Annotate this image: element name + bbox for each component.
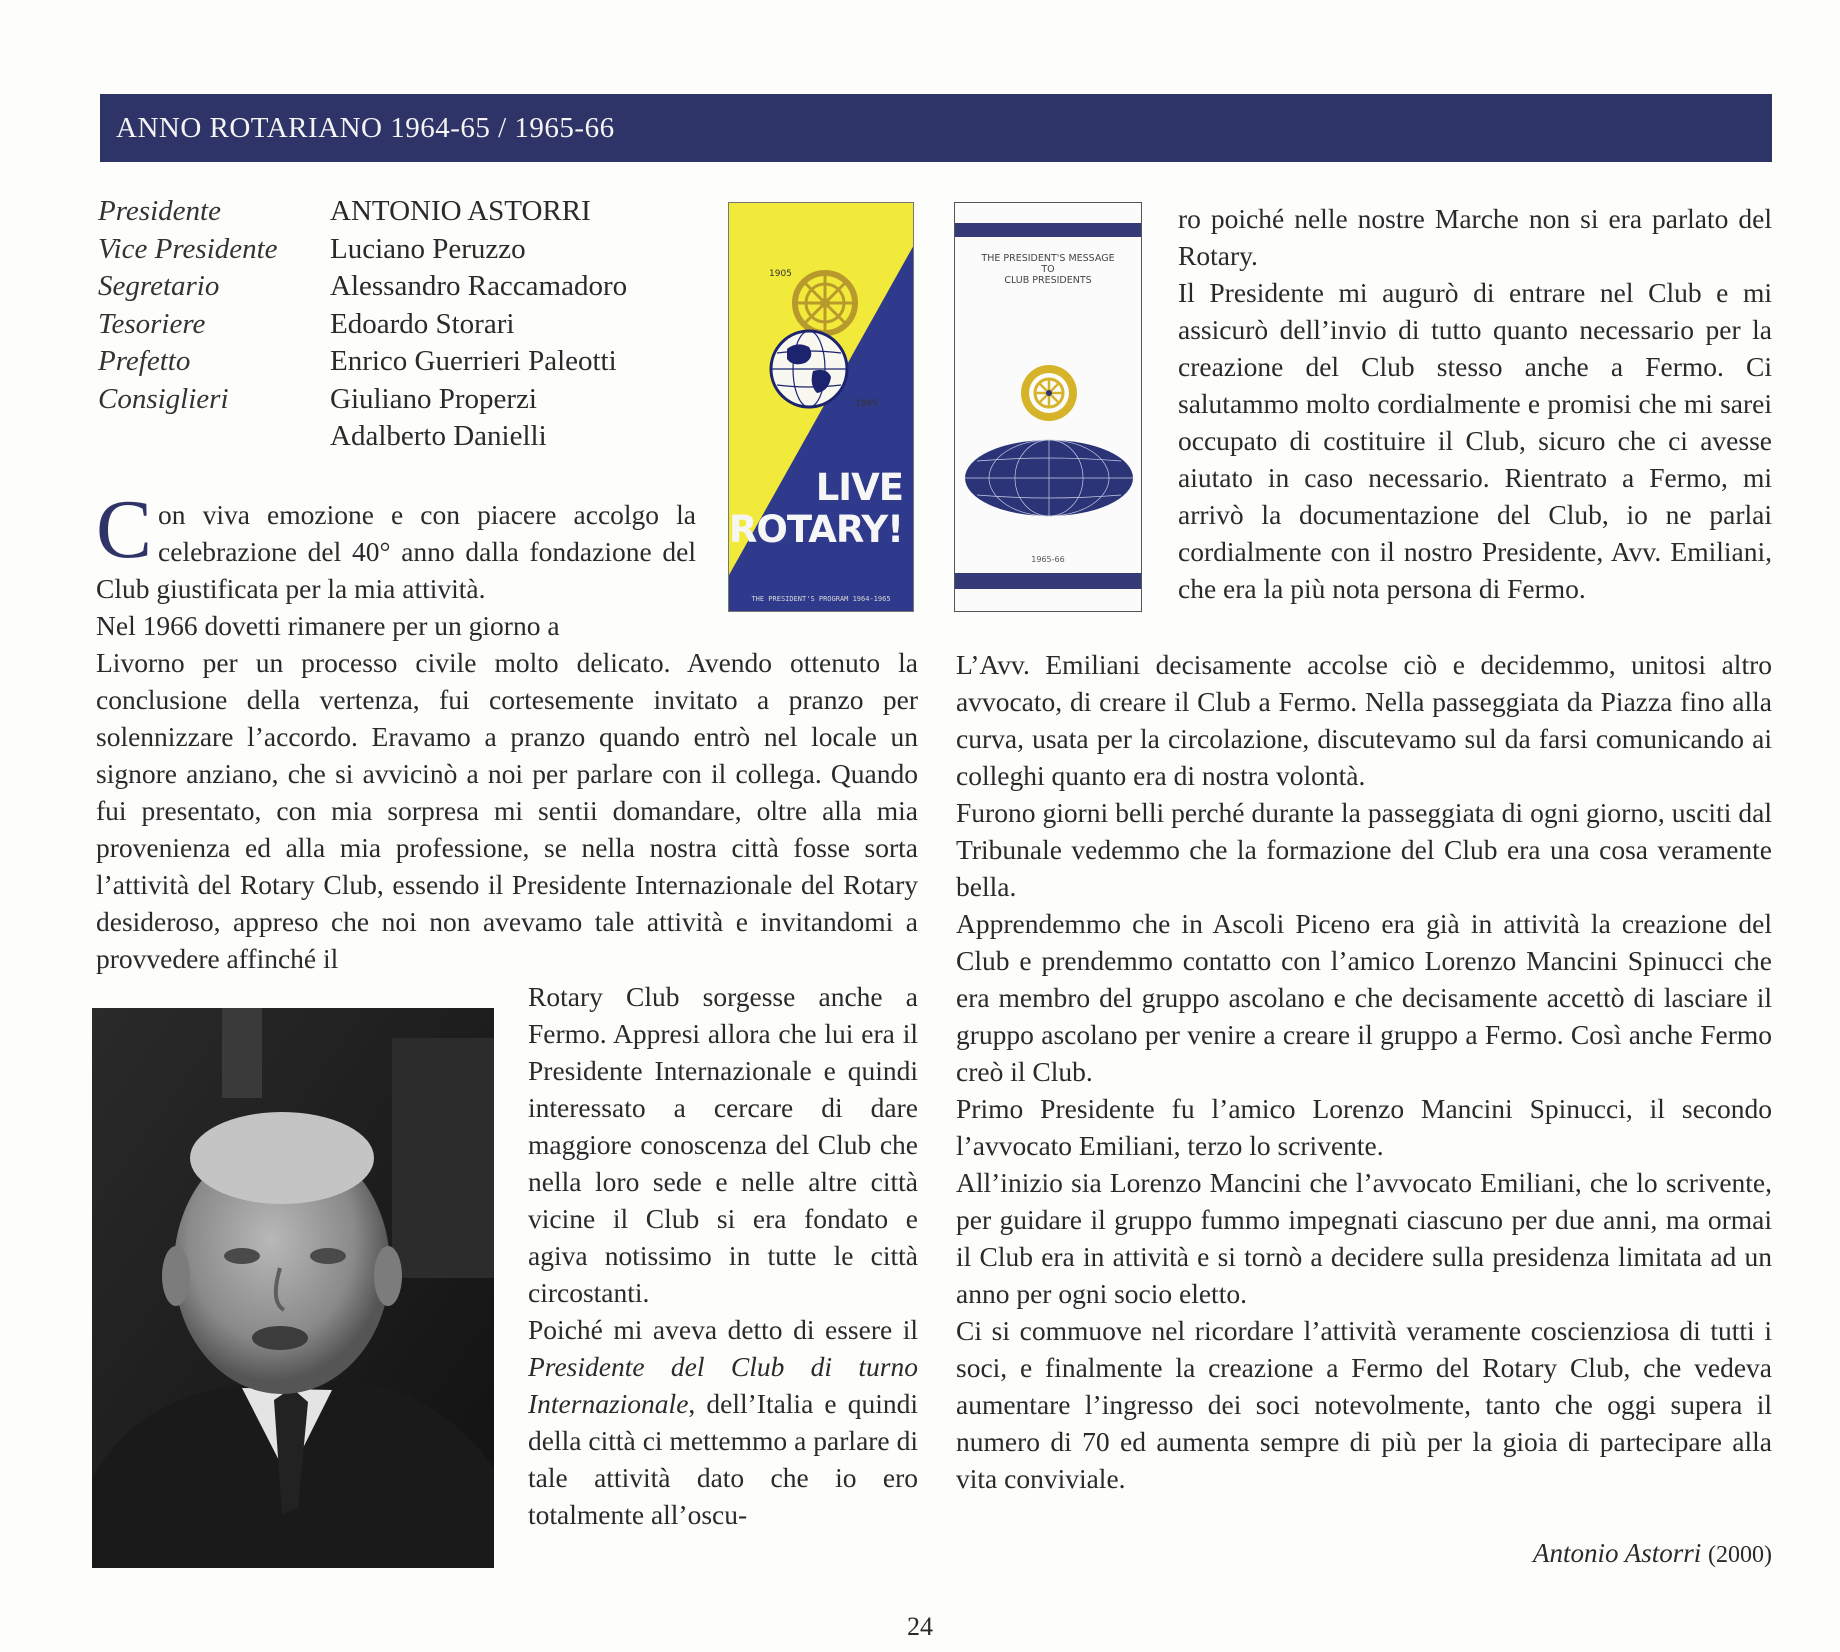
officer-row (98, 418, 627, 456)
message-cover-art (955, 203, 1143, 613)
section-title: ANNO ROTARIANO 1964-65 / 1965-66 (116, 111, 615, 144)
world-map-icon (965, 440, 1133, 516)
officer-row (98, 193, 627, 231)
article-column-2-top (1178, 200, 1772, 607)
article-column-1-wide (96, 644, 918, 977)
paragraph: Ci si commuove nel ricordare l’attività veramente coscienziosa di tutti i soci, e finalmente la creazione a Fermo del Rotary Club, che vedeva aumentare l’ingresso dei soci notevolmente, tanto che oggi supera il numero di 70 ed aumenta sempre di più per la gioia di partecipare alla vita conviviale. (956, 1315, 1772, 1494)
slogan-line-1: LIVE (815, 466, 903, 509)
officer-row (98, 268, 627, 306)
booklet-footer: THE PRESIDENT'S PROGRAM 1964-1965 (751, 595, 891, 603)
officer-name: Edoardo Storari (330, 307, 515, 340)
officer-role: Segretario (98, 270, 220, 302)
rotary-emblem-icon (1021, 365, 1077, 421)
booklet-year-left: 1905 (769, 269, 792, 279)
paragraph-start: Nel 1966 dovetti rimanere per un giorno a (96, 610, 560, 641)
officers-list (98, 193, 627, 456)
article-column-1-narrow (528, 978, 918, 1533)
meeting-text-b: , dell’Italia e quindi della città ci mettemmo a parlare di tale attività dato che io ero totalmente all’oscu- (528, 1388, 918, 1530)
officer-name: Adalberto Danielli (330, 420, 547, 452)
officer-role: Prefetto (98, 345, 191, 377)
booklet-year-right: 1965 (855, 399, 878, 409)
officer-row (98, 306, 627, 344)
booklet-title-line-3: CLUB PRESIDENTS (1004, 275, 1092, 286)
dropcap-letter: C (96, 483, 153, 576)
portrait-image (92, 1008, 494, 1568)
booklet-title-line-2: TO (1041, 264, 1055, 275)
booklet-title-line-1: THE PRESIDENT'S MESSAGE (981, 253, 1115, 264)
paragraph: L’Avv. Emiliani decisamente accolse ciò e decidemmo, unitosi altro avvocato, di creare il Club a Fermo. Nella passeggiata da Piazza fino alla curva, usata per la circolazione, discutevamo sul da farsi comunicando ai colleghi quanto era di nostra volontà. (956, 649, 1772, 791)
meeting-text-a: Poiché mi aveva detto di essere il (528, 1314, 918, 1345)
officer-name: Enrico Guerrieri Paleotti (330, 345, 617, 377)
article-column-2 (956, 646, 1772, 1497)
officer-row (98, 231, 627, 269)
paragraph: Primo Presidente fu l’amico Lorenzo Mancini Spinucci, il secondo l’avvocato Emiliani, terzo lo scrivente. (956, 1093, 1772, 1161)
section-banner (100, 94, 1772, 162)
signature-name: Antonio Astorri (1532, 1538, 1702, 1568)
officer-name: ANTONIO ASTORRI (330, 195, 591, 227)
officer-name: Giuliano Properzi (330, 382, 537, 415)
live-rotary-slogan (729, 467, 903, 551)
article-intro (96, 483, 696, 644)
officer-role: Tesoriere (98, 307, 206, 340)
meeting-text-italic: Presidente del Club di turno Internazionale (528, 1351, 918, 1419)
paragraph: Apprendemmo che in Ascoli Piceno era già in attività la creazione del Club e prendemmo contatto con l’amico Lorenzo Mancini Spinucci che era membro del gruppo ascolano e che decisamente accettò di lasciare il gruppo ascolano per venire a creare il gruppo a Fermo. Così anche Fermo creò il Club. (956, 908, 1772, 1087)
portrait-photo (92, 1008, 494, 1568)
officer-row (98, 343, 627, 381)
signature-year: (2000) (1708, 1542, 1772, 1568)
author-signature (1533, 1538, 1772, 1569)
officer-name: Luciano Peruzzo (330, 232, 526, 265)
paragraph-continued: Livorno per un processo civile molto delicato. Avendo ottenuto la conclusione della vertenza, fui cortesemente invitato a pranzo per solennizzare l’accordo. Eravamo a pranzo quando entrò nel locale un signore anziano, che si avvicinò a noi per parlare con il collega. Quando fui presentato, con mia sorpresa mi sentii domandare, oltre alla mia provenienza ed alla mia professione, se nella nostra città fosse sorta l’attività del Rotary Club, essendo il Presidente Internazionale del Rotary desideroso, appreso che noi non avevamo tale attività e invitandomi a provvedere affinché il (96, 647, 918, 974)
officer-name: Alessandro Raccamadoro (330, 270, 628, 302)
paragraph: All’inizio sia Lorenzo Mancini che l’avvocato Emiliani, che lo scrivente, per guidare il gruppo fummo impegnati ciascuno per due anni, ma ormai il Club era in attività e si tornò a decidere sulla presidenza limitata ad un anno per ogni socio eletto. (956, 1167, 1772, 1309)
intro-paragraph (96, 483, 696, 607)
officer-role: Vice Presidente (98, 232, 278, 265)
paragraph: Furono giorni belli perché durante la passeggiata di ogni giorno, usciti dal Tribunale vedemmo che la formazione del Club era una cosa veramente bella. (956, 797, 1772, 902)
officer-row (98, 381, 627, 419)
slogan-line-2: ROTARY! (728, 508, 903, 551)
booklet-year: 1965-66 (1031, 555, 1065, 564)
page-number: 24 (907, 1612, 933, 1641)
officer-role: Presidente (98, 195, 221, 227)
rotary-wheel-icon (795, 273, 855, 333)
live-rotary-booklet (728, 202, 914, 612)
officer-role: Consiglieri (98, 382, 229, 415)
presidents-message-booklet (954, 202, 1142, 612)
paragraph-meeting (528, 1311, 918, 1533)
paragraph-narrow: Rotary Club sorgesse anche a Fermo. Appresi allora che lui era il Presidente Internazionale e quindi interessato a cercare di dare maggiore conoscenza del Club che nella loro sede e nelle altre città vicine il Club si era fondato e agiva notissimo in tutte le città circostanti. (528, 981, 918, 1308)
globe-icon (771, 331, 847, 407)
officer-role (98, 418, 330, 456)
paragraph-col2-top: ro poiché nelle nostre Marche non si era parlato del Rotary. Il Presidente mi augurò di entrare nel Club e mi assicurò dell’invio di tutto quanto necessario per la creazione del Club stesso anche a Fermo. Ci salutammo molto cordialmente e promisi che mi sarei occupato di costituire il Club, sicuro che ci avesse aiutato in caso necessario. Rientrato a Fermo, mi arrivò la documentazione del Club, io ne parlai cordialmente con il nostro Presidente, Avv. Emiliani, che era la più nota persona di Fermo. (1178, 203, 1772, 604)
intro-text: on viva emozione e con piacere accolgo la celebrazione del 40° anno dalla fondazione del Club giustificata per la mia attività. (96, 499, 696, 604)
